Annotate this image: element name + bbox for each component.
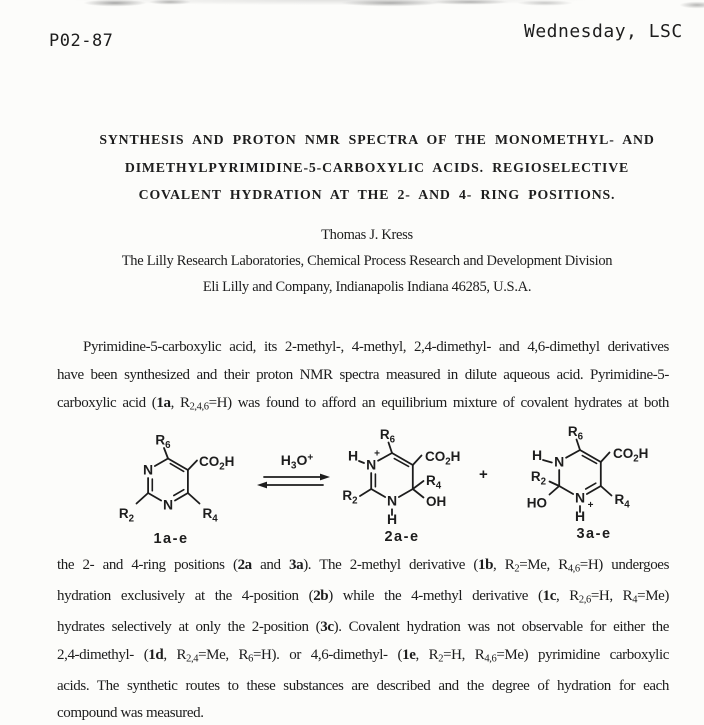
n1-charge-plus: + — [374, 448, 380, 460]
r6-label: $R_6$ — [379, 427, 396, 446]
author-name: Thomas J. Kress — [321, 227, 413, 243]
structure-2-covalent-hydrate-4 — [314, 414, 479, 547]
paper-title-line-3: COVALENT HYDRATION AT THE 2- AND 4- RING POSITIONS. — [138, 187, 616, 203]
affiliation-line-2: Eli Lilly and Company, Indianapolis Indiana 46285, U.S.A. — [202, 279, 532, 295]
scan-artifact-top-edge — [0, 0, 704, 14]
r4-label: $R_4$ — [426, 473, 442, 492]
structure-1-caption: 1a-e — [153, 531, 189, 547]
n3-atom-label: N — [162, 496, 174, 513]
n3-charge-plus: + — [587, 500, 594, 511]
n1-atom-label: N — [366, 456, 377, 473]
structure-3-covalent-hydrate-2 — [497, 411, 667, 544]
abstract-code: P02-87 — [49, 31, 114, 51]
hydronium-label: $H_3O^+$ — [280, 452, 314, 472]
text-line: the 2- and 4-ring positions (2a and 3a). The 2-methyl derivative (1b, R2=Me, R4,6=H) undergoes — [57, 557, 670, 575]
affiliation-line-1: The Lilly Research Laboratories, Chemical Process Research and Development Division — [121, 253, 613, 269]
n1-h-label: H — [531, 447, 543, 463]
structure-2-caption: 2a-e — [384, 529, 420, 545]
co2h-label: $CO_2H$ — [199, 454, 235, 473]
n1-h-label: H — [347, 447, 359, 464]
structure-3-caption: 3a-e — [576, 526, 612, 542]
paper-title-line-1: SYNTHESIS AND PROTON NMR SPECTRA OF THE MONOMETHYL- AND — [99, 132, 655, 147]
n3-atom-label: N — [386, 492, 398, 509]
r2-label: $R_2$ — [530, 469, 546, 488]
co2h-label: $CO_2H$ — [613, 446, 649, 465]
paper-title — [52, 126, 702, 209]
text-line: compound was measured. — [57, 705, 204, 721]
n3-h-label: H — [386, 511, 398, 527]
abstract-paragraph-2 — [57, 552, 669, 725]
text-line: Pyrimidine-5-carboxylic acid, its 2-methyl-, 4-methyl, 2,4-dimethyl- and 4,6-dimethyl derivatives — [83, 339, 669, 355]
co2h-label: $CO_2H$ — [425, 449, 461, 468]
r4-label: $R_4$ — [614, 492, 630, 511]
paper-title-line-2: DIMETHYLPYRIMIDINE-5-CARBOXYLIC ACIDS. REGIOSELECTIVE — [124, 159, 630, 175]
session-label: Wednesday, LSC — [524, 21, 683, 42]
plus-sign: + — [479, 466, 488, 483]
n3-atom-label: N — [574, 489, 586, 506]
r6-label: $R_6$ — [567, 424, 584, 443]
n1-atom-label: N — [142, 461, 154, 478]
r6-label: $R_6$ — [155, 432, 171, 451]
oh-label: OH — [426, 494, 447, 509]
text-line: hydration exclusively at the 4-position (2b) while the 4-methyl derivative (1c, R2,6=H, R4=Me) — [57, 588, 669, 606]
n3-h-label: H — [574, 508, 586, 524]
structure-1-pyrimidine — [106, 429, 246, 554]
text-line: hydrates selectively at only the 2-position (3c). Covalent hydration was not observable for either the — [57, 619, 669, 635]
text-line: carboxylic acid (1a, R2,4,6=H) was found to afford an equilibrium mixture of covalent hydrates at both — [57, 395, 669, 413]
r2-label: $R_2$ — [118, 506, 134, 525]
text-line: acids. The synthetic routes to these substances are described and the degree of hydration for each — [57, 677, 669, 694]
r4-label: $R_4$ — [202, 506, 218, 525]
n1-atom-label: N — [554, 453, 565, 470]
ho-label: HO — [526, 495, 547, 511]
author-block — [57, 222, 677, 300]
text-line: have been synthesized and their proton NMR spectra measured in dilute aqueous acid. Pyrimidine-5- — [57, 367, 669, 384]
text-line: 2,4-dimethyl- (1d, R2,4=Me, R6=H). or 4,6-dimethyl- (1e, R2=H, R4,6=Me) pyrimidine carboxylic — [57, 646, 669, 664]
abstract-paragraph-1 — [57, 333, 669, 422]
r2-label: $R_2$ — [342, 488, 358, 507]
